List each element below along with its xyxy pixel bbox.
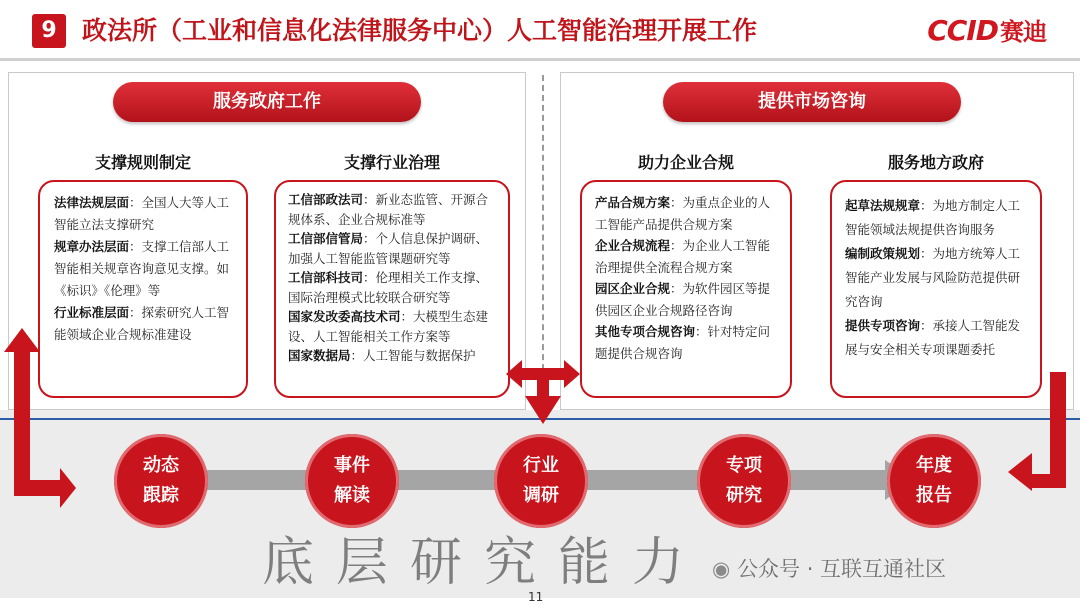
- step-event-interpretation: 事件 解读: [305, 434, 399, 528]
- step-special-research: 专项 研究: [697, 434, 791, 528]
- page-number: 11: [528, 590, 544, 604]
- industry-governance-heading: 支撑行业治理: [343, 153, 440, 172]
- list-item: 国家发改委高技术司：大模型生态建设、人工智能相关工作方案等: [288, 309, 489, 344]
- logo-text: CCID: [927, 14, 998, 47]
- government-service-pill: 服务政府工作: [113, 82, 421, 122]
- local-government-heading: 服务地方政府: [887, 153, 984, 172]
- list-item: 工信部政法司：新业态监管、开源合规体系、企业合规标准等: [288, 192, 489, 227]
- list-item: 产品合规方案：为重点企业的人工智能产品提供合规方案: [595, 195, 771, 232]
- wechat-icon: ◉: [712, 557, 731, 581]
- logo-subtext: 赛迪: [1000, 18, 1046, 46]
- market-consulting-pill: 提供市场咨询: [663, 82, 961, 122]
- step-dynamic-tracking: 动态 跟踪: [114, 434, 208, 528]
- header-divider: [0, 58, 1080, 61]
- wechat-watermark: ◉ 公众号 · 互联互通社区: [712, 557, 947, 581]
- list-item: 编制政策规划：为地方统筹人工智能产业发展与风险防范提供研究咨询: [845, 246, 1021, 309]
- left-return-arrow: [0, 328, 80, 508]
- rules-heading: 支撑规则制定: [94, 153, 191, 172]
- list-item: 起草法规规章：为地方制定人工智能领域法规提供咨询服务: [845, 198, 1021, 237]
- right-return-arrow: [1008, 372, 1078, 492]
- list-item: 国家数据局：人工智能与数据保护: [288, 348, 476, 363]
- list-item: 工信部科技司：伦理相关工作支撑、国际治理模式比较联合研究等: [288, 270, 489, 305]
- step-industry-survey: 行业 调研: [494, 434, 588, 528]
- list-item: 其他专项合规咨询：针对特定问题提供合规咨询: [595, 324, 771, 361]
- down-arrow-icon: [521, 396, 565, 432]
- page-title: 政法所（工业和信息化法律服务中心）人工智能治理开展工作: [82, 16, 758, 45]
- list-item: 规章办法层面：支撑工信部人工智能相关规章咨询意见支撑。如《标识》《伦理》等: [54, 239, 230, 298]
- step-annual-report: 年度 报告: [887, 434, 981, 528]
- foundation-capability-text: 底层研究能力: [262, 533, 707, 593]
- list-item: 园区企业合规：为软件园区等提供园区企业合规路径咨询: [595, 281, 771, 318]
- section-number-badge: 9: [32, 14, 66, 48]
- list-item: 法律法规层面：全国人大等人工智能立法支撑研究: [54, 195, 230, 232]
- industry-governance-box: [274, 180, 510, 398]
- local-government-box: [830, 180, 1042, 398]
- list-item: 工信部信管局：个人信息保护调研、加强人工智能监管课题研究等: [288, 231, 489, 266]
- enterprise-compliance-heading: 助力企业合规: [637, 153, 734, 172]
- ccid-logo: [927, 12, 1046, 47]
- list-item: 提供专项咨询：承接人工智能发展与安全相关专项课题委托: [845, 318, 1021, 357]
- list-item: 行业标准层面：探索研究人工智能领域企业合规标准建设: [54, 305, 230, 342]
- enterprise-compliance-box: [580, 180, 792, 398]
- list-item: 企业合规流程：为企业人工智能治理提供全流程合规方案: [595, 238, 771, 275]
